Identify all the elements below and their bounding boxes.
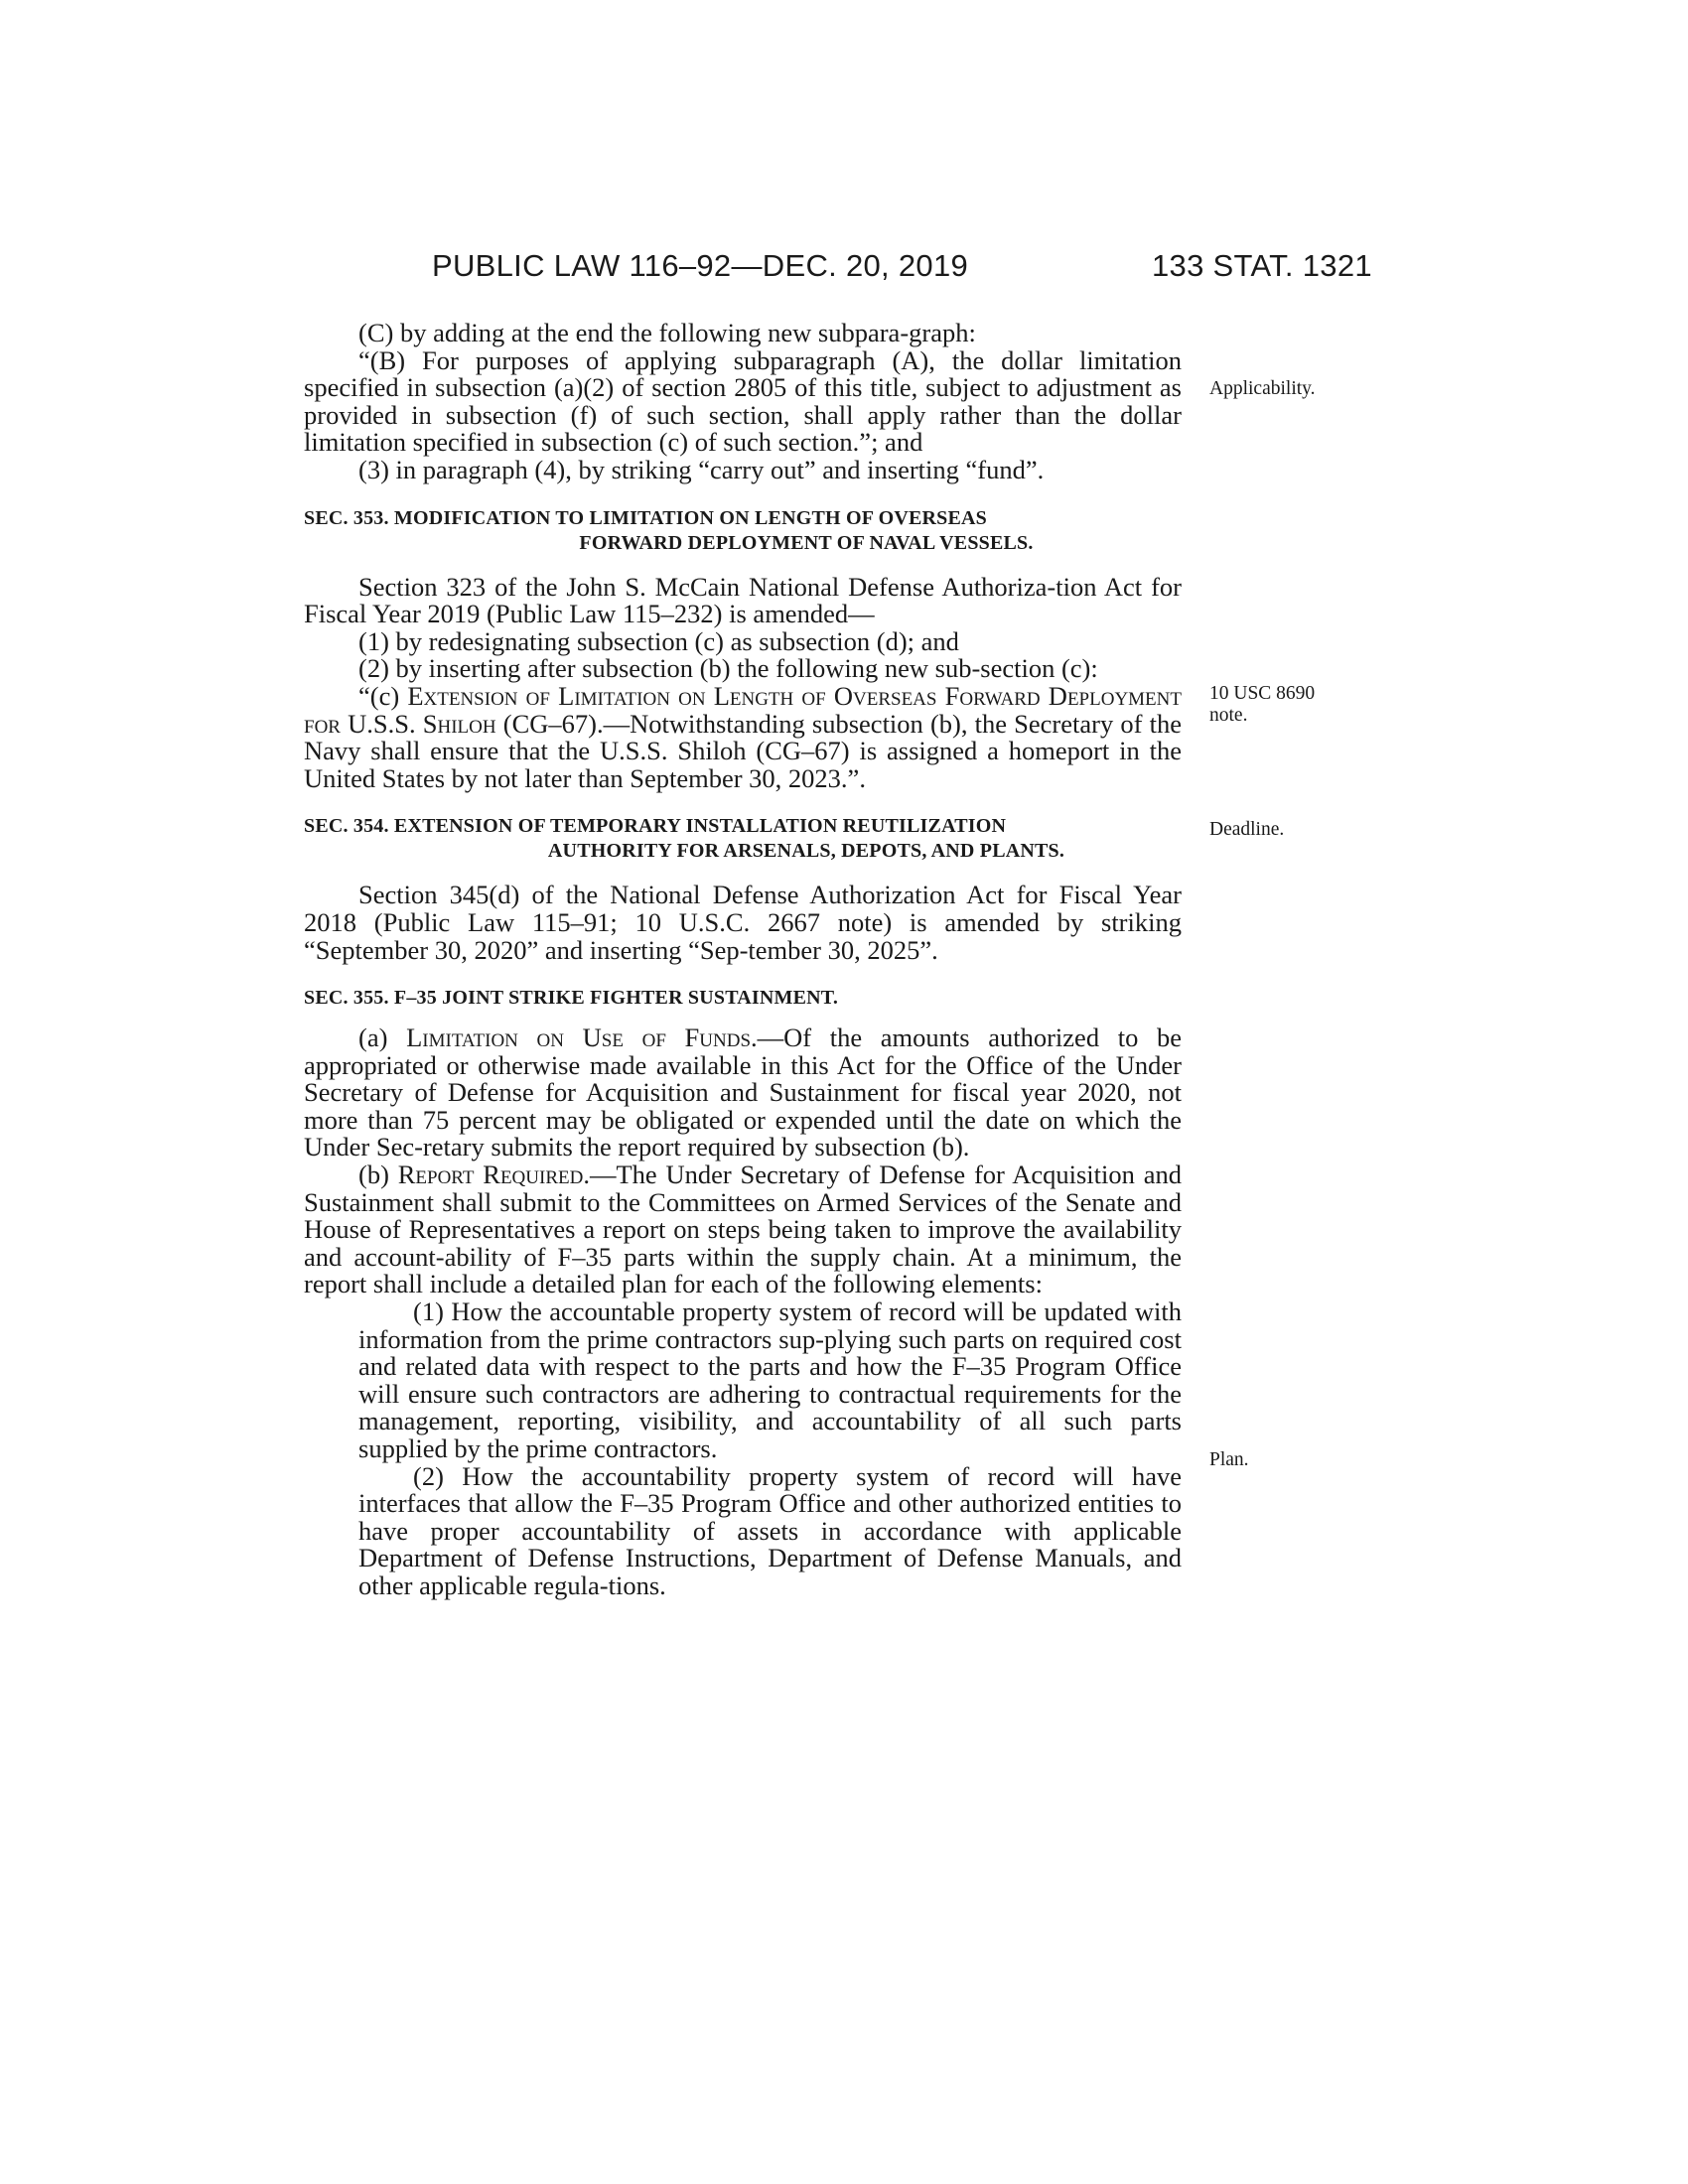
margin-note-plan: Plan. xyxy=(1209,1449,1249,1470)
margin-note-applicability: Applicability. xyxy=(1209,378,1316,399)
amendment-clause-3: (3) in paragraph (4), by striking “carry out” and inserting “fund”. xyxy=(358,454,1045,484)
subsection-a-text: .—Of the amounts authorized to be appropriated or otherwise made available in this Act for the Office of the Under Secretary of Defense for Acquisition and Sustainment for fiscal year 2020, not more than 75 percent may be obligated or expended until the date on which the Under Sec-retary submits the report required by subsection (b). xyxy=(304,1023,1182,1162)
subsection-b-heading: Report Required xyxy=(397,1160,584,1190)
section-353-item-2: (2) by inserting after subsection (b) the following new sub-section (c): xyxy=(358,653,1098,684)
subsection-a-heading: Limitation on Use of Funds xyxy=(406,1023,752,1053)
section-353-item-1: (1) by redesignating subsection (c) as subsection (d); and xyxy=(358,625,959,656)
margin-note-usc-citation xyxy=(1209,683,1315,727)
section-353-heading xyxy=(304,506,1182,556)
section-354-heading-line2: AUTHORITY FOR ARSENALS, DEPOTS, AND PLANTS. xyxy=(547,840,1065,863)
statute-page-number: 133 STAT. 1321 xyxy=(1152,248,1372,283)
subsection-c-text: (CG–67).—Notwithstanding subsection (b), the Secretary of the Navy shall ensure that the U.S.S. Shiloh (CG–67) is assigned a homeport in the United States by not later than September 30, 2023.”. xyxy=(304,708,1182,793)
section-355-heading: SEC. 355. F–35 JOINT STRIKE FIGHTER SUSTAINMENT. xyxy=(304,987,839,1010)
section-353-inserted-subsection-c xyxy=(304,680,1182,793)
page-header xyxy=(0,248,1688,288)
margin-note-deadline: Deadline. xyxy=(1209,819,1285,840)
subsection-b-lead: (b) xyxy=(358,1160,398,1190)
section-353-intro: Section 323 of the John S. McCain National Defense Authoriza-tion Act for Fiscal Year 2019 (Public Law 115–232) is amended— xyxy=(304,571,1182,629)
section-353-heading-line1: SEC. 353. MODIFICATION TO LIMITATION ON LENGTH OF OVERSEAS xyxy=(304,506,988,529)
margin-note-usc-line1: 10 USC 8690 xyxy=(1209,683,1316,704)
subsection-a-lead: (a) xyxy=(358,1023,407,1053)
section-354-heading-line1: SEC. 354. EXTENSION OF TEMPORARY INSTALLATION REUTILIZATION xyxy=(304,815,1007,838)
inserted-subparagraph-b: “(B) For purposes of applying subparagraph (A), the dollar limitation specified in subsection (a)(2) of section 2805 of this title, subject to adjustment as provided in subsection (f) of such section, shall apply rather than the dollar limitation specified in subsection (c) of such section.”; and xyxy=(304,344,1182,458)
section-355-element-1: (1) How the accountable property system of record will be updated with information from the prime contractors sup-plying such parts on required cost and related data with respect to the parts and how the F–35 Program Office will ensure such contractors are adhering to contractual requirements for the management, reporting, visibility, and accountability of all such parts supplied by the prime contractors. xyxy=(358,1297,1182,1463)
section-355-element-2: (2) How the accountability property system of record will have interfaces that allow the F–35 Program Office and other authorized entities to have proper accountability of assets in accordance with applicable Department of Defense Instructions, Department of Defense Manuals, and other applicable regula-tions. xyxy=(358,1460,1182,1600)
subsection-c-heading: Extension of Limitation on Length of Overseas Forward Deployment for U.S.S. Shiloh xyxy=(304,680,1182,739)
amendment-clause-c: (C) by adding at the end the following new subpara-graph: xyxy=(358,318,976,347)
section-354-heading xyxy=(304,814,1182,864)
section-355-subsection-a xyxy=(304,1024,1182,1161)
running-header-title: PUBLIC LAW 116–92—DEC. 20, 2019 xyxy=(432,248,969,283)
section-354-text: Section 345(d) of the National Defense Authorization Act for Fiscal Year 2018 (Public Law 115–91; 10 U.S.C. 2667 note) is amended by striking “September 30, 2020” and inserting “Sep-tember 30, 2025”. xyxy=(304,880,1182,965)
subsection-c-lead: “(c) xyxy=(358,680,408,711)
section-353-heading-line2: FORWARD DEPLOYMENT OF NAVAL VESSELS. xyxy=(579,531,1034,554)
margin-note-usc-line2: note. xyxy=(1209,705,1248,726)
law-text-column xyxy=(304,320,1182,1600)
section-355-subsection-b xyxy=(304,1161,1182,1298)
subsection-b-text: .—The Under Secretary of Defense for Acquisition and Sustainment shall submit to the Committees on Armed Services of the Senate and House of Representatives a report on steps being taken to improve the availability and account-ability of F–35 parts within the supply chain. At a minimum, the report shall include a detailed plan for each of the following elements: xyxy=(304,1160,1182,1299)
